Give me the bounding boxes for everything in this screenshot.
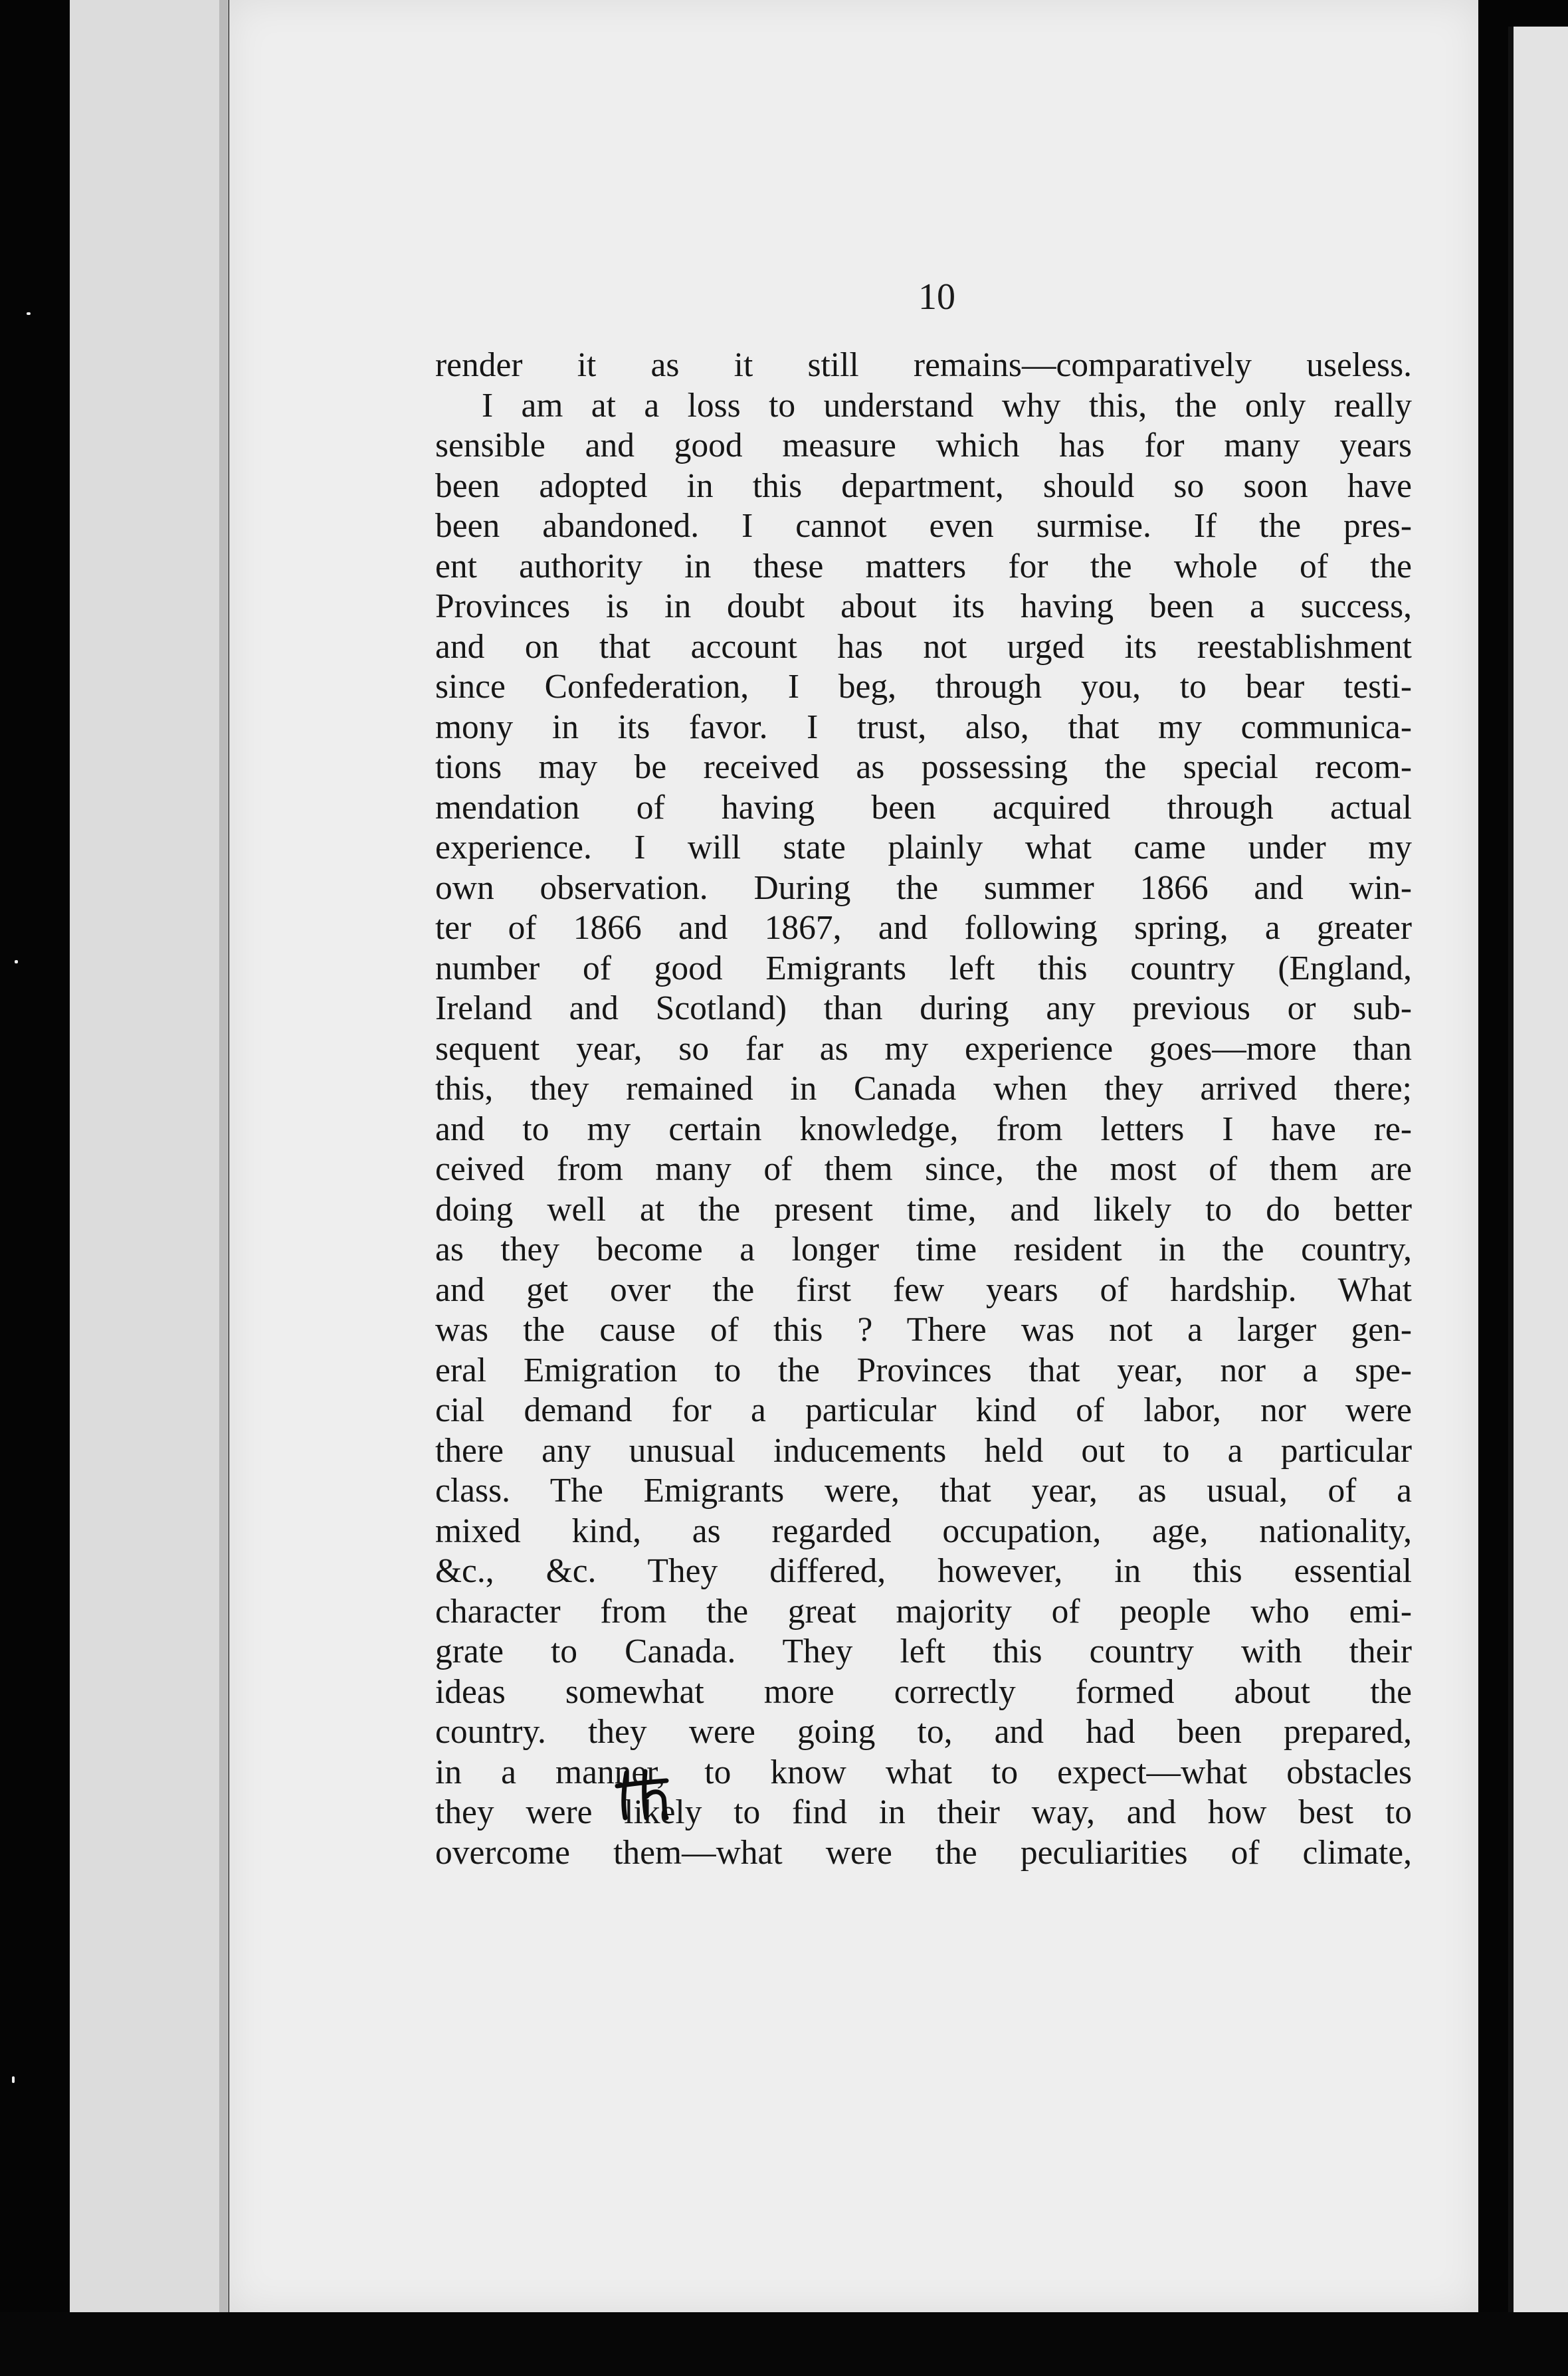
text-line: as they become a longer time resident in the country, (435, 1231, 1412, 1268)
left-film-margin (70, 0, 229, 2326)
handwritten-correction-mark (615, 1767, 674, 1821)
text-line: render it as it still remains—comparatively useless. (435, 346, 1412, 384)
text-line: doing well at the present time, and likely to do better (435, 1190, 1412, 1229)
text-line: ceived from many of them since, the most of them are (435, 1150, 1412, 1188)
text-line: been adopted in this department, should so soon have (435, 466, 1412, 505)
text-line: Ireland and Scotland) than during any previous or sub- (435, 989, 1412, 1027)
text-line: this, they remained in Canada when they arrived there; (435, 1070, 1412, 1108)
text-line: overcome them—what were the peculiarities of climate, (435, 1833, 1412, 1872)
text-line: since Confederation, I beg, through you, to bear testi- (435, 668, 1412, 706)
text-line: number of good Emigrants left this country (England, (435, 949, 1412, 987)
text-line: mendation of having been acquired through actual (435, 788, 1412, 827)
page-gutter-shadow (219, 0, 229, 2326)
text-line: own observation. During the summer 1866 and win- (435, 868, 1412, 907)
text-line: ideas somewhat more correctly formed about the (435, 1672, 1412, 1711)
text-line: country. they were going to, and had been prepared, (435, 1713, 1412, 1751)
scan-speck (743, 2020, 747, 2024)
scan-speck (12, 2076, 15, 2083)
text-line: and on that account has not urged its reestablishment (435, 627, 1412, 666)
text-line: Provinces is in doubt about its having been a success, (435, 587, 1412, 625)
text-line: mixed kind, as regarded occupation, age, nationality, (435, 1512, 1412, 1550)
text-line: grate to Canada. They left this country with their (435, 1633, 1412, 1670)
body-text (435, 346, 1412, 1873)
text-line: they were likely to find in their way, and how best to (435, 1793, 1412, 1831)
text-line: cial demand for a particular kind of labor, nor were (435, 1391, 1412, 1429)
scan-speck (15, 960, 18, 963)
text-line: and to my certain knowledge, from letters I have re- (435, 1110, 1412, 1148)
text-line: experience. I will state plainly what came under my (435, 829, 1412, 866)
adjacent-page-edge (1508, 27, 1568, 2326)
text-line: sensible and good measure which has for many years (435, 427, 1412, 464)
text-line: there any unusual inducements held out to a particular (435, 1431, 1412, 1470)
text-line: been abandoned. I cannot even surmise. If the pres- (435, 507, 1412, 545)
text-line: class. The Emigrants were, that year, as usual, of a (435, 1472, 1412, 1510)
text-line: ent authority in these matters for the whole of the (435, 547, 1412, 585)
text-line: mony in its favor. I trust, also, that my communica- (435, 708, 1412, 746)
scan-speck (27, 312, 31, 315)
text-line: ter of 1866 and 1867, and following spring, a greater (435, 909, 1412, 947)
bottom-film-margin (0, 2312, 1568, 2376)
text-line: and get over the first few years of hardship. What (435, 1270, 1412, 1309)
text-line: in a manner, to know what to expect—what obstacles (435, 1753, 1412, 1791)
text-line: &c., &c. They differed, however, in this essential (435, 1552, 1412, 1590)
page-number: 10 (918, 276, 955, 318)
text-line: sequent year, so far as my experience goes—more than (435, 1029, 1412, 1068)
text-line: eral Emigration to the Provinces that year, nor a spe- (435, 1351, 1412, 1389)
text-line: character from the great majority of people who emi- (435, 1592, 1412, 1631)
text-line: tions may be received as possessing the special recom- (435, 748, 1412, 786)
text-line: I am at a loss to understand why this, the only really (482, 386, 1412, 425)
text-line: was the cause of this ? There was not a larger gen- (435, 1311, 1412, 1349)
